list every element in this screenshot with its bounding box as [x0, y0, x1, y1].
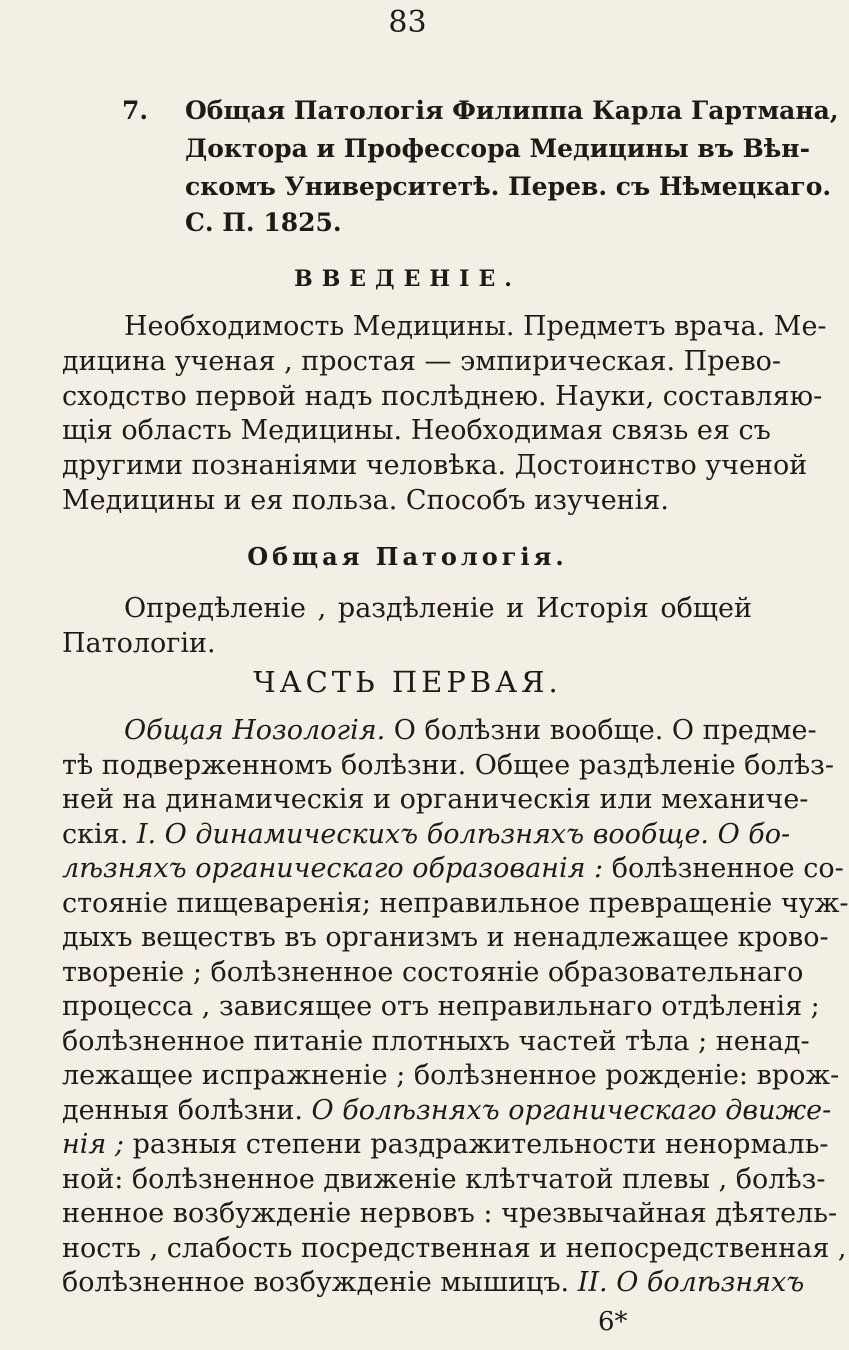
- part-one-line-17-segment-1: болѣзненное возбужденіе мышицъ.: [62, 1267, 578, 1298]
- part-one-line-8: [62, 956, 804, 990]
- entry-title-line-3: скомъ Университетѣ. Перев. съ Нѣмецкаго.: [185, 172, 832, 201]
- entry-title-line-2: Доктора и Профессора Медицины въ Вѣн-: [185, 134, 810, 163]
- part-one-line-7: [62, 921, 829, 955]
- part-one-line-12-segment-1: денныя болѣзни.: [62, 1094, 312, 1126]
- part-one-line-2: [62, 749, 834, 783]
- part-one-line-6-segment-1: стояніе пищеваренія; неправильное превращеніе чуж-: [62, 887, 849, 919]
- intro-line-1: Необходимость Медицины. Предметъ врача. Ме-: [124, 311, 827, 342]
- part-one-line-12: [62, 1094, 832, 1128]
- part-one-line-3: [62, 783, 809, 817]
- part-one-line-1-segment-2: О болѣзни вообще. О предме-: [385, 715, 817, 746]
- part-one-line-2-segment-1: тѣ подверженномъ болѣзни. Общее раздѣленіе болѣз-: [62, 749, 834, 781]
- part-one-line-4-segment-1: скія.: [62, 818, 137, 850]
- part-one-line-17-segment-2: II. О болѣзняхъ: [577, 1267, 805, 1298]
- intro-line-2: дицина ученая , простая — эмпирическая. Прево-: [62, 346, 782, 377]
- intro-line-5: другими познаніями человѣка. Достоинство ученой: [62, 450, 808, 481]
- part-one-line-1: [124, 714, 817, 748]
- part-one-line-5: [62, 852, 844, 886]
- part-one-line-14-segment-1: ной: болѣзненное движеніе клѣтчатой плевы , болѣз-: [62, 1163, 826, 1195]
- part-one-line-12-segment-2: О болѣзняхъ органическаго движе-: [311, 1094, 832, 1126]
- part-one-line-10: [62, 1025, 810, 1059]
- part-one-line-1-segment-1: Общая Нозологія.: [124, 715, 386, 746]
- introduction-heading: ВВЕДЕНІЕ.: [294, 266, 521, 292]
- part-one-line-9-segment-1: процесса , зависящее отъ неправильнаго отдѣленія ;: [62, 991, 820, 1022]
- page-number: 83: [388, 5, 427, 40]
- part-one-line-4-segment-2: I. О динамическихъ болѣзняхъ вообще. О бо-: [136, 818, 791, 850]
- part-one-line-4: [62, 818, 791, 852]
- part-one-line-10-segment-1: болѣзненное питаніе плотныхъ частей тѣла ; ненад-: [62, 1025, 810, 1057]
- general-pathology-line-1: Опредѣленіе , раздѣленіе и Исторія общей: [124, 593, 752, 624]
- part-one-line-13: [62, 1128, 829, 1162]
- part-one-line-6: [62, 887, 849, 921]
- part-one-heading: ЧАСТЬ ПЕРВАЯ.: [253, 665, 562, 699]
- entry-number: 7.: [122, 96, 149, 125]
- intro-line-3: сходство первой надъ послѣднею. Науки, составляю-: [62, 381, 823, 412]
- part-one-line-13-segment-2: разныя степени раздражительности ненормаль-: [123, 1129, 829, 1160]
- part-one-line-9: [62, 990, 820, 1024]
- part-one-line-5-segment-2: болѣзненное со-: [603, 853, 844, 884]
- part-one-line-3-segment-1: ней на динамическія и органическія или механиче-: [62, 784, 809, 815]
- part-one-line-13-segment-1: нія ;: [62, 1129, 124, 1160]
- part-one-line-15-segment-1: ненное возбужденіе нервовъ : чрезвычайная дѣятель-: [62, 1198, 838, 1229]
- general-pathology-line-2: Патологіи.: [62, 628, 216, 659]
- part-one-line-8-segment-1: твореніе ; болѣзненное состояніе образовательнаго: [62, 956, 804, 988]
- part-one-line-5-segment-1: лѣзняхъ органическаго образованія :: [62, 853, 604, 884]
- part-one-line-7-segment-1: дыхъ веществъ въ организмъ и ненадлежащее крово-: [62, 922, 829, 953]
- part-one-line-11: [62, 1059, 840, 1093]
- part-one-line-17: [62, 1266, 805, 1300]
- part-one-line-14: [62, 1163, 826, 1197]
- part-one-line-16-segment-1: ность , слабость посредственная и непосредственная ,: [62, 1232, 847, 1264]
- part-one-line-11-segment-1: лежащее испражненіе ; болѣзненное рожденіе: врож-: [62, 1060, 840, 1091]
- general-pathology-heading: Общая Патологія.: [247, 542, 568, 571]
- entry-title-line-4: С. П. 1825.: [185, 208, 342, 237]
- entry-title-line-1: Общая Патологія Филиппа Карла Гартмана,: [185, 96, 839, 125]
- signature-mark: 6*: [598, 1307, 628, 1337]
- part-one-line-16: [62, 1232, 847, 1266]
- intro-line-4: щія область Медицины. Необходимая связь ея съ: [62, 415, 771, 446]
- part-one-line-15: [62, 1197, 838, 1231]
- intro-line-6: Медицины и ея польза. Способъ изученія.: [62, 485, 669, 516]
